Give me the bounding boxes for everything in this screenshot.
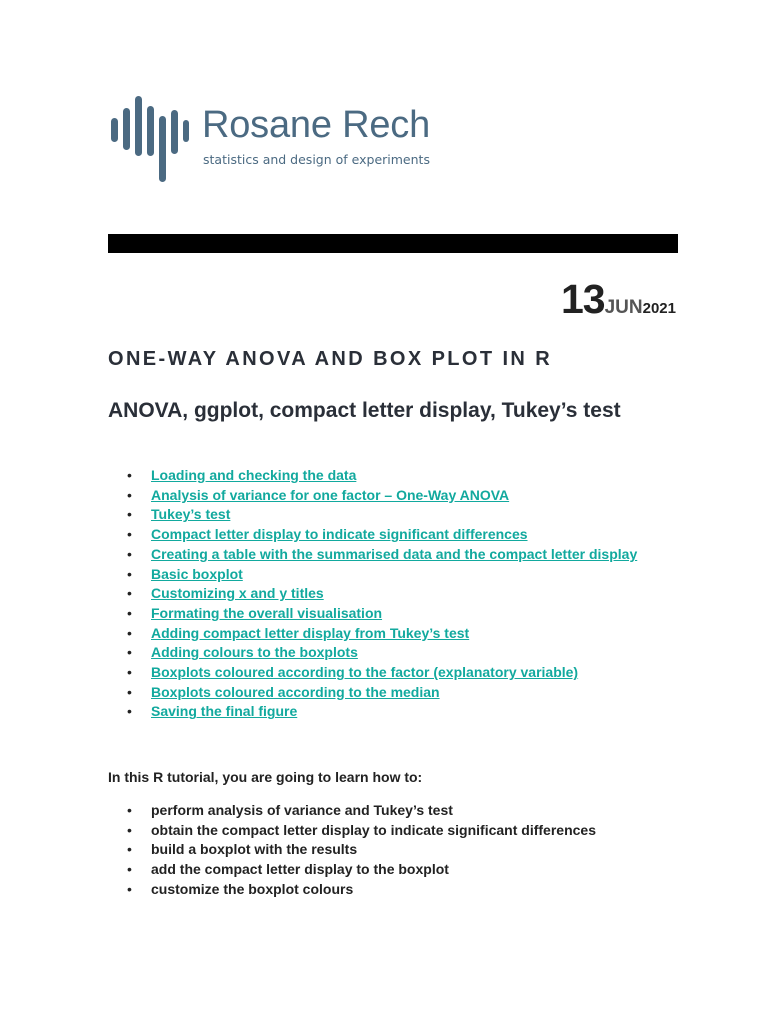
toc-item (127, 525, 687, 545)
date-day: 13 (561, 276, 605, 322)
toc-link[interactable]: Saving the final figure (151, 703, 298, 720)
toc-link[interactable]: Tukey’s test (151, 506, 231, 523)
toc-item (127, 466, 687, 486)
toc-item (127, 624, 687, 644)
learning-goals-list (127, 801, 627, 900)
goal-item: • build a boxplot with the results (127, 840, 627, 860)
toc-link[interactable]: Customizing x and y titles (151, 585, 324, 602)
intro-text: In this R tutorial, you are going to learn how to: (108, 769, 423, 785)
goal-item: • perform analysis of variance and Tukey’s test (127, 801, 627, 821)
date-year: 2021 (642, 300, 676, 317)
toc-item (127, 663, 687, 683)
toc-item (127, 565, 687, 585)
toc-link[interactable]: Compact letter display to indicate significant differences (151, 526, 528, 543)
toc-link[interactable]: Analysis of variance for one factor – One-Way ANOVA (151, 486, 510, 503)
goal-item: • add the compact letter display to the boxplot (127, 860, 627, 880)
vertical-bars-logo-icon (110, 94, 190, 186)
toc-link[interactable]: Basic boxplot (151, 565, 243, 582)
post-subtitle: ANOVA, ggplot, compact letter display, Tukey’s test (108, 399, 621, 422)
toc-link[interactable]: Boxplots coloured according to the factor (explanatory variable) (151, 664, 579, 681)
toc-item (127, 545, 687, 565)
post-title: ONE-WAY ANOVA AND BOX PLOT IN R (108, 348, 553, 370)
table-of-contents (127, 466, 687, 722)
brand-tagline: statistics and design of experiments (203, 152, 430, 167)
brand-name: Rosane Rech (202, 104, 431, 146)
toc-item (127, 643, 687, 663)
toc-link[interactable]: Formating the overall visualisation (151, 604, 383, 621)
toc-item (127, 505, 687, 525)
header-divider-bar (108, 234, 678, 253)
toc-item (127, 584, 687, 604)
toc-link[interactable]: Adding colours to the boxplots (151, 644, 358, 661)
toc-link[interactable]: Loading and checking the data (151, 467, 357, 483)
post-date (561, 276, 676, 323)
toc-item (127, 683, 687, 703)
toc-item (127, 702, 687, 722)
date-month: JUN (604, 297, 643, 318)
toc-link[interactable]: Creating a table with the summarised data and the compact letter display (151, 545, 638, 562)
goal-item: • obtain the compact letter display to indicate significant differences (127, 821, 627, 841)
toc-link[interactable]: Boxplots coloured according to the median (151, 683, 440, 700)
toc-item (127, 604, 687, 624)
site-logo[interactable] (110, 94, 470, 186)
toc-item (127, 486, 687, 506)
goal-item: • customize the boxplot colours (127, 880, 627, 900)
toc-link[interactable]: Adding compact letter display from Tukey’s test (151, 624, 470, 641)
